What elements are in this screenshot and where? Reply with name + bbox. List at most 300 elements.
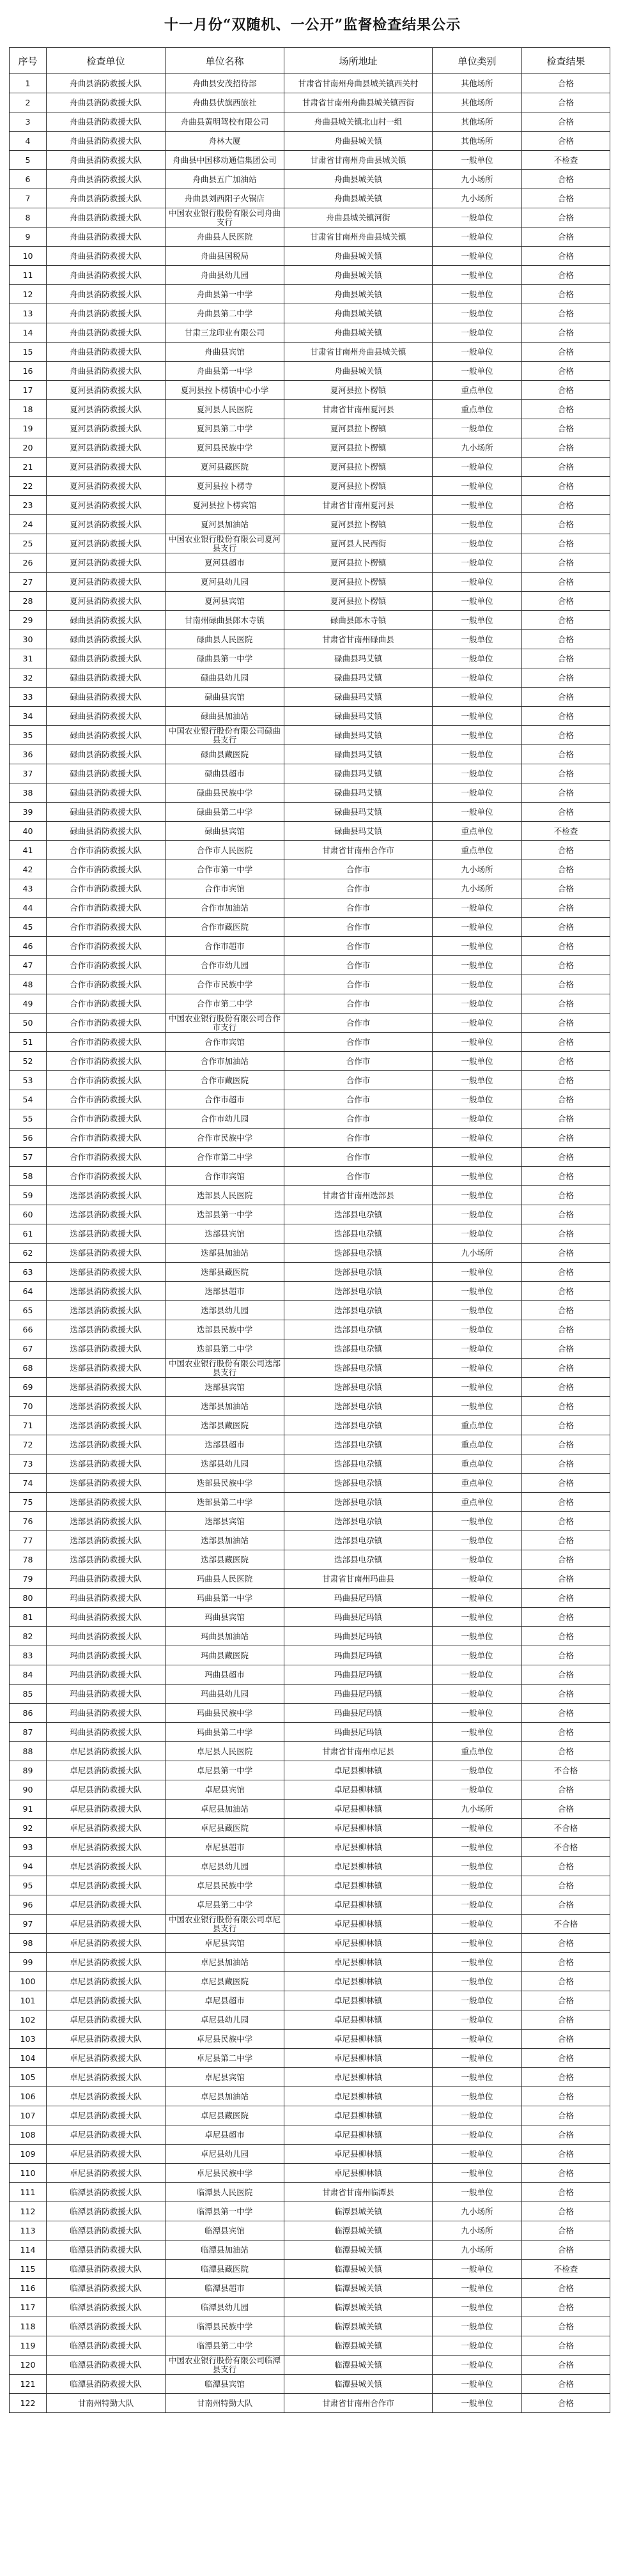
cell-index: 4: [10, 132, 47, 151]
cell-address: 迭部县电尕镇: [284, 1282, 433, 1301]
table-row: [10, 668, 610, 688]
cell-unit-name: 临潭县民族中学: [166, 2317, 284, 2336]
cell-result: 合格: [522, 649, 610, 668]
cell-address: 玛曲县尼玛镇: [284, 1589, 433, 1608]
cell-address: 甘肃省甘南州碌曲县: [284, 630, 433, 649]
cell-result: 合格: [522, 1129, 610, 1148]
cell-unit-category: 九小场所: [433, 2221, 522, 2241]
cell-inspecting-unit: 卓尼县消防救援大队: [47, 2049, 166, 2068]
cell-result: 合格: [522, 323, 610, 343]
cell-index: 46: [10, 937, 47, 956]
cell-inspecting-unit: 合作市消防救援大队: [47, 1167, 166, 1186]
cell-address: 甘肃省甘南州舟曲县城关镇: [284, 343, 433, 362]
cell-inspecting-unit: 迭部县消防救援大队: [47, 1416, 166, 1435]
cell-address: 甘肃省甘南州舟曲县城关镇: [284, 228, 433, 247]
cell-index: 16: [10, 362, 47, 381]
cell-unit-name: 夏河县加油站: [166, 515, 284, 534]
cell-unit-name: 临潭县加油站: [166, 2241, 284, 2260]
table-row: [10, 247, 610, 266]
cell-index: 35: [10, 726, 47, 745]
cell-inspecting-unit: 夏河县消防救援大队: [47, 381, 166, 400]
cell-result: 合格: [522, 1857, 610, 1876]
cell-unit-name: 迭部县宾馆: [166, 1378, 284, 1397]
cell-index: 60: [10, 1205, 47, 1224]
cell-index: 24: [10, 515, 47, 534]
cell-address: 甘肃省甘南州舟曲县城关镇西街: [284, 93, 433, 112]
cell-index: 43: [10, 879, 47, 899]
cell-unit-category: 一般单位: [433, 266, 522, 285]
cell-inspecting-unit: 卓尼县消防救援大队: [47, 1953, 166, 1972]
cell-unit-name: 临潭县藏医院: [166, 2260, 284, 2279]
cell-unit-name: 合作市宾馆: [166, 1167, 284, 1186]
cell-address: 舟曲县城关镇北山村一组: [284, 112, 433, 132]
cell-unit-name: 卓尼县民族中学: [166, 2164, 284, 2183]
cell-result: 合格: [522, 1704, 610, 1723]
cell-unit-category: 一般单位: [433, 2317, 522, 2336]
cell-unit-category: 重点单位: [433, 400, 522, 419]
table-row: [10, 1090, 610, 1109]
cell-address: 卓尼县柳林镇: [284, 2145, 433, 2164]
cell-result: 合格: [522, 1953, 610, 1972]
cell-unit-name: 舟林大厦: [166, 132, 284, 151]
table-row: [10, 93, 610, 112]
cell-index: 58: [10, 1167, 47, 1186]
table-row: [10, 2394, 610, 2413]
cell-index: 34: [10, 707, 47, 726]
cell-address: 合作市: [284, 1052, 433, 1071]
cell-unit-name: 卓尼县超市: [166, 2125, 284, 2145]
table-row: [10, 189, 610, 208]
cell-unit-category: 一般单位: [433, 1819, 522, 1838]
cell-address: 临潭县城关镇: [284, 2260, 433, 2279]
cell-inspecting-unit: 碌曲县消防救援大队: [47, 803, 166, 822]
cell-address: 合作市: [284, 1014, 433, 1033]
cell-unit-name: 玛曲县宾馆: [166, 1608, 284, 1627]
cell-unit-category: 一般单位: [433, 1397, 522, 1416]
cell-unit-name: 碌曲县人民医院: [166, 630, 284, 649]
cell-unit-category: 一般单位: [433, 496, 522, 515]
cell-result: 合格: [522, 458, 610, 477]
cell-result: 合格: [522, 668, 610, 688]
cell-inspecting-unit: 夏河县消防救援大队: [47, 534, 166, 553]
cell-index: 40: [10, 822, 47, 841]
cell-result: 合格: [522, 1244, 610, 1263]
cell-index: 57: [10, 1148, 47, 1167]
cell-unit-name: 碌曲县超市: [166, 764, 284, 783]
cell-address: 临潭县城关镇: [284, 2356, 433, 2375]
cell-index: 33: [10, 688, 47, 707]
cell-unit-name: 舟曲县第一中学: [166, 362, 284, 381]
cell-index: 37: [10, 764, 47, 783]
table-row: [10, 2260, 610, 2279]
cell-result: 合格: [522, 247, 610, 266]
cell-unit-category: 一般单位: [433, 1857, 522, 1876]
cell-result: 合格: [522, 2125, 610, 2145]
cell-result: 合格: [522, 285, 610, 304]
cell-result: 合格: [522, 266, 610, 285]
cell-address: 碌曲县玛艾镇: [284, 764, 433, 783]
table-row: [10, 1224, 610, 1244]
cell-inspecting-unit: 卓尼县消防救援大队: [47, 2030, 166, 2049]
cell-index: 5: [10, 151, 47, 170]
cell-index: 80: [10, 1589, 47, 1608]
cell-unit-name: 合作市民族中学: [166, 1129, 284, 1148]
cell-inspecting-unit: 玛曲县消防救援大队: [47, 1627, 166, 1646]
cell-unit-category: 一般单位: [433, 208, 522, 228]
cell-inspecting-unit: 舟曲县消防救援大队: [47, 170, 166, 189]
cell-unit-name: 中国农业银行股份有限公司合作市支行: [166, 1014, 284, 1033]
cell-result: 合格: [522, 362, 610, 381]
cell-index: 18: [10, 400, 47, 419]
cell-result: 合格: [522, 1148, 610, 1167]
cell-index: 118: [10, 2317, 47, 2336]
table-header-row: [10, 48, 610, 74]
cell-address: 合作市: [284, 1129, 433, 1148]
cell-unit-name: 舟曲县黄明驾校有限公司: [166, 112, 284, 132]
cell-index: 99: [10, 1953, 47, 1972]
table-row: [10, 323, 610, 343]
table-row: [10, 1244, 610, 1263]
cell-result: 合格: [522, 975, 610, 994]
table-row: [10, 2049, 610, 2068]
cell-unit-name: 夏河县拉卜楞镇中心小学: [166, 381, 284, 400]
cell-unit-name: 碌曲县第一中学: [166, 649, 284, 668]
cell-result: 合格: [522, 2106, 610, 2125]
cell-inspecting-unit: 迭部县消防救援大队: [47, 1493, 166, 1512]
cell-index: 87: [10, 1723, 47, 1742]
cell-result: 合格: [522, 1378, 610, 1397]
cell-result: 合格: [522, 74, 610, 93]
cell-inspecting-unit: 合作市消防救援大队: [47, 841, 166, 860]
table-row: [10, 1186, 610, 1205]
cell-inspecting-unit: 夏河县消防救援大队: [47, 496, 166, 515]
cell-result: 合格: [522, 2183, 610, 2202]
cell-unit-category: 重点单位: [433, 1474, 522, 1493]
cell-index: 111: [10, 2183, 47, 2202]
table-row: [10, 1665, 610, 1685]
cell-result: 合格: [522, 1531, 610, 1550]
cell-unit-name: 夏河县宾馆: [166, 592, 284, 611]
cell-index: 110: [10, 2164, 47, 2183]
cell-inspecting-unit: 迭部县消防救援大队: [47, 1454, 166, 1474]
cell-unit-name: 迭部县第二中学: [166, 1339, 284, 1359]
table-row: [10, 2030, 610, 2049]
cell-unit-name: 碌曲县民族中学: [166, 783, 284, 803]
cell-unit-category: 一般单位: [433, 764, 522, 783]
cell-inspecting-unit: 卓尼县消防救援大队: [47, 1857, 166, 1876]
cell-unit-category: 一般单位: [433, 1359, 522, 1378]
cell-inspecting-unit: 迭部县消防救援大队: [47, 1301, 166, 1320]
cell-address: 临潭县城关镇: [284, 2336, 433, 2356]
table-row: [10, 649, 610, 668]
table-row: [10, 1627, 610, 1646]
cell-index: 78: [10, 1550, 47, 1570]
cell-unit-category: 一般单位: [433, 1915, 522, 1934]
table-row: [10, 1474, 610, 1493]
cell-inspecting-unit: 临潭县消防救援大队: [47, 2356, 166, 2375]
cell-result: 合格: [522, 208, 610, 228]
cell-inspecting-unit: 迭部县消防救援大队: [47, 1282, 166, 1301]
cell-inspecting-unit: 卓尼县消防救援大队: [47, 1895, 166, 1915]
cell-address: 合作市: [284, 1148, 433, 1167]
cell-unit-name: 夏河县人民医院: [166, 400, 284, 419]
cell-result: 合格: [522, 1780, 610, 1800]
table-row: [10, 975, 610, 994]
cell-index: 67: [10, 1339, 47, 1359]
cell-unit-category: 一般单位: [433, 323, 522, 343]
cell-unit-category: 一般单位: [433, 1320, 522, 1339]
table-row: [10, 1416, 610, 1435]
header-index: 序号: [10, 48, 47, 74]
cell-address: 迭部县电尕镇: [284, 1397, 433, 1416]
cell-unit-category: 一般单位: [433, 592, 522, 611]
cell-address: 甘肃省甘南州舟曲县城关镇: [284, 151, 433, 170]
cell-unit-name: 合作市藏医院: [166, 918, 284, 937]
cell-result: 合格: [522, 573, 610, 592]
cell-address: 夏河县拉卜楞镇: [284, 419, 433, 438]
table-row: [10, 803, 610, 822]
cell-unit-category: 其他场所: [433, 74, 522, 93]
cell-inspecting-unit: 迭部县消防救援大队: [47, 1359, 166, 1378]
cell-inspecting-unit: 迭部县消防救援大队: [47, 1550, 166, 1570]
cell-result: 合格: [522, 2241, 610, 2260]
cell-address: 卓尼县柳林镇: [284, 1953, 433, 1972]
cell-inspecting-unit: 合作市消防救援大队: [47, 1014, 166, 1033]
table-row: [10, 956, 610, 975]
cell-result: 合格: [522, 1205, 610, 1224]
cell-address: 合作市: [284, 860, 433, 879]
cell-unit-name: 迭部县加油站: [166, 1397, 284, 1416]
cell-index: 112: [10, 2202, 47, 2221]
cell-inspecting-unit: 卓尼县消防救援大队: [47, 2010, 166, 2030]
table-row: [10, 1570, 610, 1589]
table-row: [10, 2356, 610, 2375]
cell-index: 23: [10, 496, 47, 515]
cell-result: 合格: [522, 2145, 610, 2164]
cell-unit-category: 一般单位: [433, 783, 522, 803]
cell-unit-name: 迭部县民族中学: [166, 1474, 284, 1493]
cell-unit-category: 一般单位: [433, 1934, 522, 1953]
cell-inspecting-unit: 卓尼县消防救援大队: [47, 2106, 166, 2125]
cell-inspecting-unit: 碌曲县消防救援大队: [47, 611, 166, 630]
cell-address: 迭部县电尕镇: [284, 1320, 433, 1339]
table-row: [10, 1819, 610, 1838]
cell-inspecting-unit: 卓尼县消防救援大队: [47, 2125, 166, 2145]
cell-unit-name: 甘南州碌曲县郎木寺镇: [166, 611, 284, 630]
cell-inspecting-unit: 玛曲县消防救援大队: [47, 1704, 166, 1723]
cell-index: 102: [10, 2010, 47, 2030]
cell-index: 107: [10, 2106, 47, 2125]
cell-inspecting-unit: 临潭县消防救援大队: [47, 2279, 166, 2298]
table-row: [10, 783, 610, 803]
cell-inspecting-unit: 碌曲县消防救援大队: [47, 668, 166, 688]
cell-unit-name: 卓尼县藏医院: [166, 1972, 284, 1991]
cell-address: 合作市: [284, 937, 433, 956]
cell-inspecting-unit: 卓尼县消防救援大队: [47, 1934, 166, 1953]
cell-index: 10: [10, 247, 47, 266]
cell-unit-category: 一般单位: [433, 1608, 522, 1627]
cell-index: 115: [10, 2260, 47, 2279]
cell-inspecting-unit: 舟曲县消防救援大队: [47, 151, 166, 170]
cell-address: 卓尼县柳林镇: [284, 1780, 433, 1800]
cell-unit-category: 一般单位: [433, 994, 522, 1014]
cell-unit-category: 九小场所: [433, 1800, 522, 1819]
cell-index: 104: [10, 2049, 47, 2068]
cell-inspecting-unit: 合作市消防救援大队: [47, 918, 166, 937]
cell-address: 玛曲县尼玛镇: [284, 1723, 433, 1742]
table-row: [10, 1838, 610, 1857]
table-row: [10, 841, 610, 860]
cell-address: 临潭县城关镇: [284, 2298, 433, 2317]
cell-inspecting-unit: 临潭县消防救援大队: [47, 2202, 166, 2221]
cell-address: 卓尼县柳林镇: [284, 2049, 433, 2068]
cell-address: 卓尼县柳林镇: [284, 1800, 433, 1819]
cell-inspecting-unit: 合作市消防救援大队: [47, 956, 166, 975]
table-row: [10, 918, 610, 937]
cell-unit-category: 一般单位: [433, 1205, 522, 1224]
cell-inspecting-unit: 夏河县消防救援大队: [47, 553, 166, 573]
cell-address: 合作市: [284, 975, 433, 994]
table-row: [10, 860, 610, 879]
cell-index: 100: [10, 1972, 47, 1991]
cell-address: 迭部县电尕镇: [284, 1493, 433, 1512]
cell-unit-category: 一般单位: [433, 1531, 522, 1550]
cell-inspecting-unit: 夏河县消防救援大队: [47, 419, 166, 438]
cell-unit-category: 九小场所: [433, 1244, 522, 1263]
cell-unit-name: 合作市第一中学: [166, 860, 284, 879]
cell-unit-name: 玛曲县人民医院: [166, 1570, 284, 1589]
cell-unit-category: 一般单位: [433, 1838, 522, 1857]
cell-unit-category: 一般单位: [433, 2336, 522, 2356]
cell-index: 86: [10, 1704, 47, 1723]
cell-index: 7: [10, 189, 47, 208]
cell-index: 63: [10, 1263, 47, 1282]
cell-index: 31: [10, 649, 47, 668]
cell-address: 甘肃省甘南州临潭县: [284, 2183, 433, 2202]
cell-result: 合格: [522, 93, 610, 112]
cell-unit-category: 重点单位: [433, 1493, 522, 1512]
cell-unit-category: 一般单位: [433, 726, 522, 745]
cell-inspecting-unit: 舟曲县消防救援大队: [47, 247, 166, 266]
cell-result: 合格: [522, 228, 610, 247]
table-row: [10, 74, 610, 93]
table-row: [10, 1800, 610, 1819]
table-row: [10, 1991, 610, 2010]
cell-index: 52: [10, 1052, 47, 1071]
cell-inspecting-unit: 合作市消防救援大队: [47, 1052, 166, 1071]
cell-unit-name: 合作市人民医院: [166, 841, 284, 860]
cell-address: 迭部县电尕镇: [284, 1205, 433, 1224]
cell-unit-name: 中国农业银行股份有限公司迭部县支行: [166, 1359, 284, 1378]
cell-result: 合格: [522, 1570, 610, 1589]
cell-inspecting-unit: 甘南州特勤大队: [47, 2394, 166, 2413]
cell-inspecting-unit: 卓尼县消防救援大队: [47, 1742, 166, 1761]
cell-inspecting-unit: 舟曲县消防救援大队: [47, 304, 166, 323]
cell-inspecting-unit: 舟曲县消防救援大队: [47, 323, 166, 343]
table-row: [10, 1934, 610, 1953]
cell-unit-name: 迭部县藏医院: [166, 1263, 284, 1282]
cell-index: 27: [10, 573, 47, 592]
cell-address: 合作市: [284, 1167, 433, 1186]
cell-unit-name: 卓尼县藏医院: [166, 1819, 284, 1838]
cell-unit-category: 重点单位: [433, 1435, 522, 1454]
cell-address: 合作市: [284, 1090, 433, 1109]
cell-inspecting-unit: 迭部县消防救援大队: [47, 1397, 166, 1416]
cell-index: 14: [10, 323, 47, 343]
cell-unit-category: 其他场所: [433, 132, 522, 151]
cell-result: 不合格: [522, 1761, 610, 1780]
cell-address: 卓尼县柳林镇: [284, 2068, 433, 2087]
cell-unit-category: 一般单位: [433, 668, 522, 688]
cell-inspecting-unit: 玛曲县消防救援大队: [47, 1646, 166, 1665]
cell-address: 夏河县拉卜楞镇: [284, 381, 433, 400]
cell-index: 21: [10, 458, 47, 477]
cell-address: 夏河县拉卜楞镇: [284, 515, 433, 534]
cell-address: 舟曲县城关镇: [284, 362, 433, 381]
cell-address: 舟曲县城关镇: [284, 247, 433, 266]
table-row: [10, 228, 610, 247]
cell-unit-category: 一般单位: [433, 458, 522, 477]
cell-result: 不合格: [522, 1838, 610, 1857]
cell-address: 卓尼县柳林镇: [284, 1857, 433, 1876]
cell-unit-name: 合作市加油站: [166, 1052, 284, 1071]
cell-address: 碌曲县玛艾镇: [284, 688, 433, 707]
cell-index: 91: [10, 1800, 47, 1819]
cell-inspecting-unit: 合作市消防救援大队: [47, 937, 166, 956]
cell-unit-name: 夏河县民族中学: [166, 438, 284, 458]
table-row: [10, 1052, 610, 1071]
cell-result: 合格: [522, 1608, 610, 1627]
table-row: [10, 745, 610, 764]
cell-address: 玛曲县尼玛镇: [284, 1704, 433, 1723]
cell-result: 合格: [522, 2279, 610, 2298]
cell-index: 89: [10, 1761, 47, 1780]
cell-result: 合格: [522, 1665, 610, 1685]
cell-result: 合格: [522, 1416, 610, 1435]
table-row: [10, 937, 610, 956]
table-row: [10, 1148, 610, 1167]
cell-unit-category: 一般单位: [433, 1301, 522, 1320]
cell-index: 120: [10, 2356, 47, 2375]
cell-unit-name: 迭部县宾馆: [166, 1512, 284, 1531]
cell-address: 夏河县拉卜楞镇: [284, 553, 433, 573]
cell-inspecting-unit: 玛曲县消防救援大队: [47, 1589, 166, 1608]
cell-unit-name: 卓尼县超市: [166, 1838, 284, 1857]
cell-unit-name: 碌曲县幼儿园: [166, 668, 284, 688]
cell-inspecting-unit: 碌曲县消防救援大队: [47, 764, 166, 783]
table-row: [10, 285, 610, 304]
cell-unit-name: 卓尼县第二中学: [166, 2049, 284, 2068]
cell-address: 卓尼县柳林镇: [284, 1895, 433, 1915]
cell-result: 合格: [522, 918, 610, 937]
cell-address: 甘肃省甘南州卓尼县: [284, 1742, 433, 1761]
cell-result: 合格: [522, 1723, 610, 1742]
cell-index: 61: [10, 1224, 47, 1244]
cell-index: 22: [10, 477, 47, 496]
cell-address: 迭部县电尕镇: [284, 1244, 433, 1263]
cell-inspecting-unit: 玛曲县消防救援大队: [47, 1608, 166, 1627]
cell-index: 39: [10, 803, 47, 822]
cell-index: 1: [10, 74, 47, 93]
cell-result: 合格: [522, 1895, 610, 1915]
cell-inspecting-unit: 夏河县消防救援大队: [47, 458, 166, 477]
cell-inspecting-unit: 迭部县消防救援大队: [47, 1244, 166, 1263]
table-row: [10, 1071, 610, 1090]
cell-unit-name: 卓尼县宾馆: [166, 1780, 284, 1800]
cell-result: 合格: [522, 419, 610, 438]
cell-unit-category: 一般单位: [433, 285, 522, 304]
table-row: [10, 2145, 610, 2164]
